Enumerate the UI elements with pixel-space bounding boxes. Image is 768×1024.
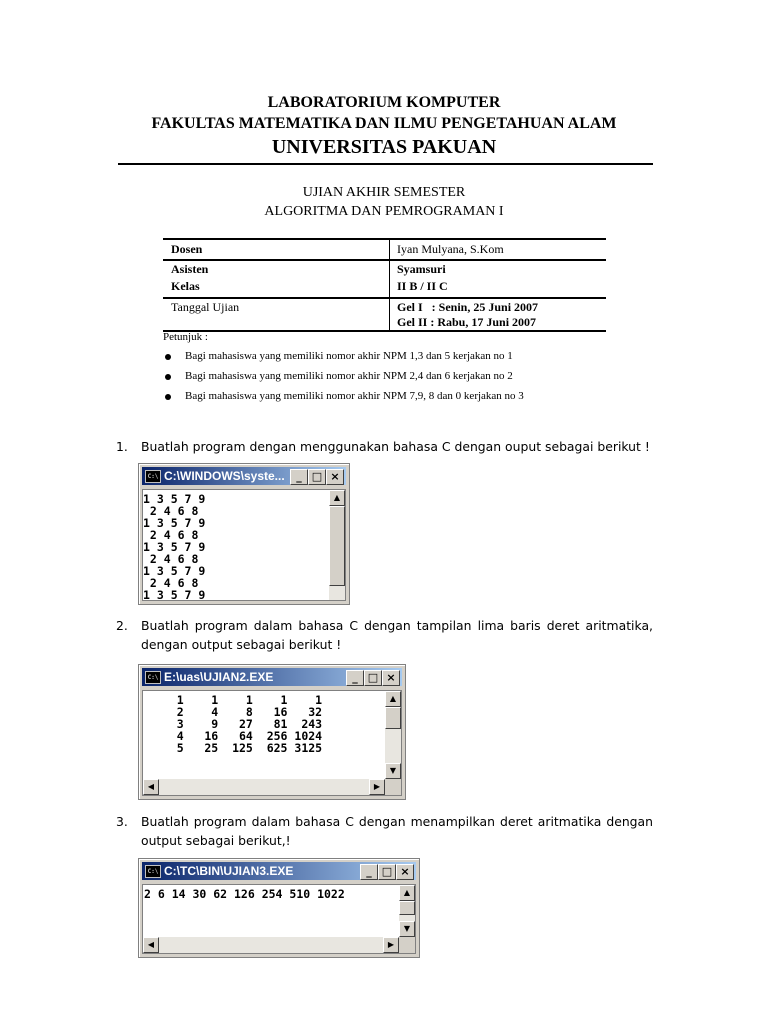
maximize-button[interactable]: □: [364, 670, 382, 686]
question-number: 3.: [116, 814, 128, 829]
close-button[interactable]: ×: [326, 469, 344, 485]
header-rule: [118, 163, 653, 165]
scrollbar-corner: [399, 937, 415, 953]
console-icon[interactable]: C:\: [145, 671, 161, 684]
console-icon[interactable]: C:\: [145, 865, 161, 878]
close-button[interactable]: ×: [396, 864, 414, 880]
exam-title-2: ALGORITMA DAN PEMROGRAMAN I: [264, 204, 504, 219]
bullet-icon: [165, 354, 171, 360]
header-line-2: FAKULTAS MATEMATIKA DAN ILMU PENGETAHUAN ALAM: [151, 115, 617, 132]
console-output: 1 3 5 7 9 2 4 6 8 1 3 5 7 9 2 4 6 8 1 3 5 7 9 2 4 6 8 1 3 5 7 9 2 4 6 8 1 3 5 7 9: [143, 492, 206, 601]
question-number: 2.: [116, 618, 128, 633]
maximize-button[interactable]: □: [308, 469, 326, 485]
scroll-right-icon[interactable]: ▶: [369, 779, 385, 795]
scroll-up-icon[interactable]: ▲: [399, 885, 415, 901]
console-window-1[interactable]: [138, 463, 350, 605]
minimize-button[interactable]: _: [290, 469, 308, 485]
scroll-left-icon[interactable]: ◀: [143, 779, 159, 795]
horizontal-scrollbar[interactable]: [143, 779, 385, 795]
petunjuk-label: Petunjuk :: [163, 331, 208, 343]
close-button[interactable]: ×: [382, 670, 400, 686]
scroll-up-icon[interactable]: ▲: [329, 490, 345, 506]
scroll-thumb[interactable]: [399, 901, 415, 915]
scrollbar-corner: [385, 779, 401, 795]
horizontal-scrollbar[interactable]: [143, 937, 399, 953]
tanggal-label: Tanggal Ujian: [171, 300, 240, 314]
question-text: Buatlah program dengan menggunakan bahasa C dengan ouput sebagai berikut !: [141, 439, 650, 454]
info-table: [163, 238, 606, 330]
asisten-label: Asisten: [171, 262, 209, 276]
window-title: E:\uas\UJIAN2.EXE: [164, 670, 274, 684]
bullet-icon: [165, 394, 171, 400]
title-bar[interactable]: [142, 467, 346, 485]
scroll-left-icon[interactable]: ◀: [143, 937, 159, 953]
scroll-down-icon[interactable]: ▼: [385, 763, 401, 779]
scroll-thumb[interactable]: [385, 707, 401, 729]
console-window-3[interactable]: [138, 858, 420, 958]
bullet-icon: [165, 374, 171, 380]
minimize-button[interactable]: _: [360, 864, 378, 880]
vertical-scrollbar[interactable]: [385, 691, 401, 779]
header-line-1: LABORATORIUM KOMPUTER: [267, 94, 501, 111]
console-output: 2 6 14 30 62 126 254 510 1022: [144, 887, 345, 901]
scroll-right-icon[interactable]: ▶: [383, 937, 399, 953]
asisten-value: Syamsuri: [397, 262, 446, 276]
petunjuk-item-text: Bagi mahasiswa yang memiliki nomor akhir NPM 7,9, 8 dan 0 kerjakan no 3: [185, 390, 524, 402]
kelas-value: II B / II C: [397, 279, 448, 293]
question-text: Buatlah program dalam bahasa C dengan tampilan lima baris deret aritmatika, dengan output sebagai berikut !: [141, 618, 653, 652]
exam-title-1: UJIAN AKHIR SEMESTER: [302, 185, 466, 200]
title-bar[interactable]: [142, 668, 402, 686]
scroll-thumb[interactable]: [329, 506, 345, 586]
vertical-scrollbar[interactable]: [399, 885, 415, 937]
console-icon[interactable]: C:\: [145, 470, 161, 483]
question-text: Buatlah program dalam bahasa C dengan menampilkan deret aritmatika dengan output sebagai berikut,!: [141, 814, 653, 848]
header-line-3: UNIVERSITAS PAKUAN: [271, 136, 497, 158]
console-output-area[interactable]: [142, 884, 416, 954]
console-output-area[interactable]: [142, 489, 346, 601]
gel-2: Gel II : Rabu, 17 Juni 2007: [397, 315, 537, 329]
scroll-up-icon[interactable]: ▲: [385, 691, 401, 707]
dosen-label: Dosen: [171, 242, 203, 256]
console-output-area[interactable]: [142, 690, 402, 796]
console-window-2[interactable]: [138, 664, 406, 800]
dosen-value: Iyan Mulyana, S.Kom: [397, 242, 504, 256]
title-bar[interactable]: [142, 862, 416, 880]
petunjuk-item-text: Bagi mahasiswa yang memiliki nomor akhir NPM 2,4 dan 6 kerjakan no 2: [185, 370, 513, 382]
vertical-scrollbar[interactable]: [329, 490, 345, 600]
minimize-button[interactable]: _: [346, 670, 364, 686]
question-number: 1.: [116, 439, 128, 454]
kelas-label: Kelas: [171, 279, 200, 293]
console-output: 1 1 1 1 1 2 4 8 16 32 3 9 27 81 243 4 16 64 256 1024 5 25 125 625 3125: [176, 693, 323, 755]
scroll-down-icon[interactable]: ▼: [399, 921, 415, 937]
petunjuk-item-text: Bagi mahasiswa yang memiliki nomor akhir NPM 1,3 dan 5 kerjakan no 1: [185, 350, 513, 362]
window-title: C:\TC\BIN\UJIAN3.EXE: [164, 864, 294, 878]
window-title: C:\WINDOWS\syste...: [164, 469, 285, 483]
gel-1: Gel I : Senin, 25 Juni 2007: [397, 300, 539, 314]
maximize-button[interactable]: □: [378, 864, 396, 880]
